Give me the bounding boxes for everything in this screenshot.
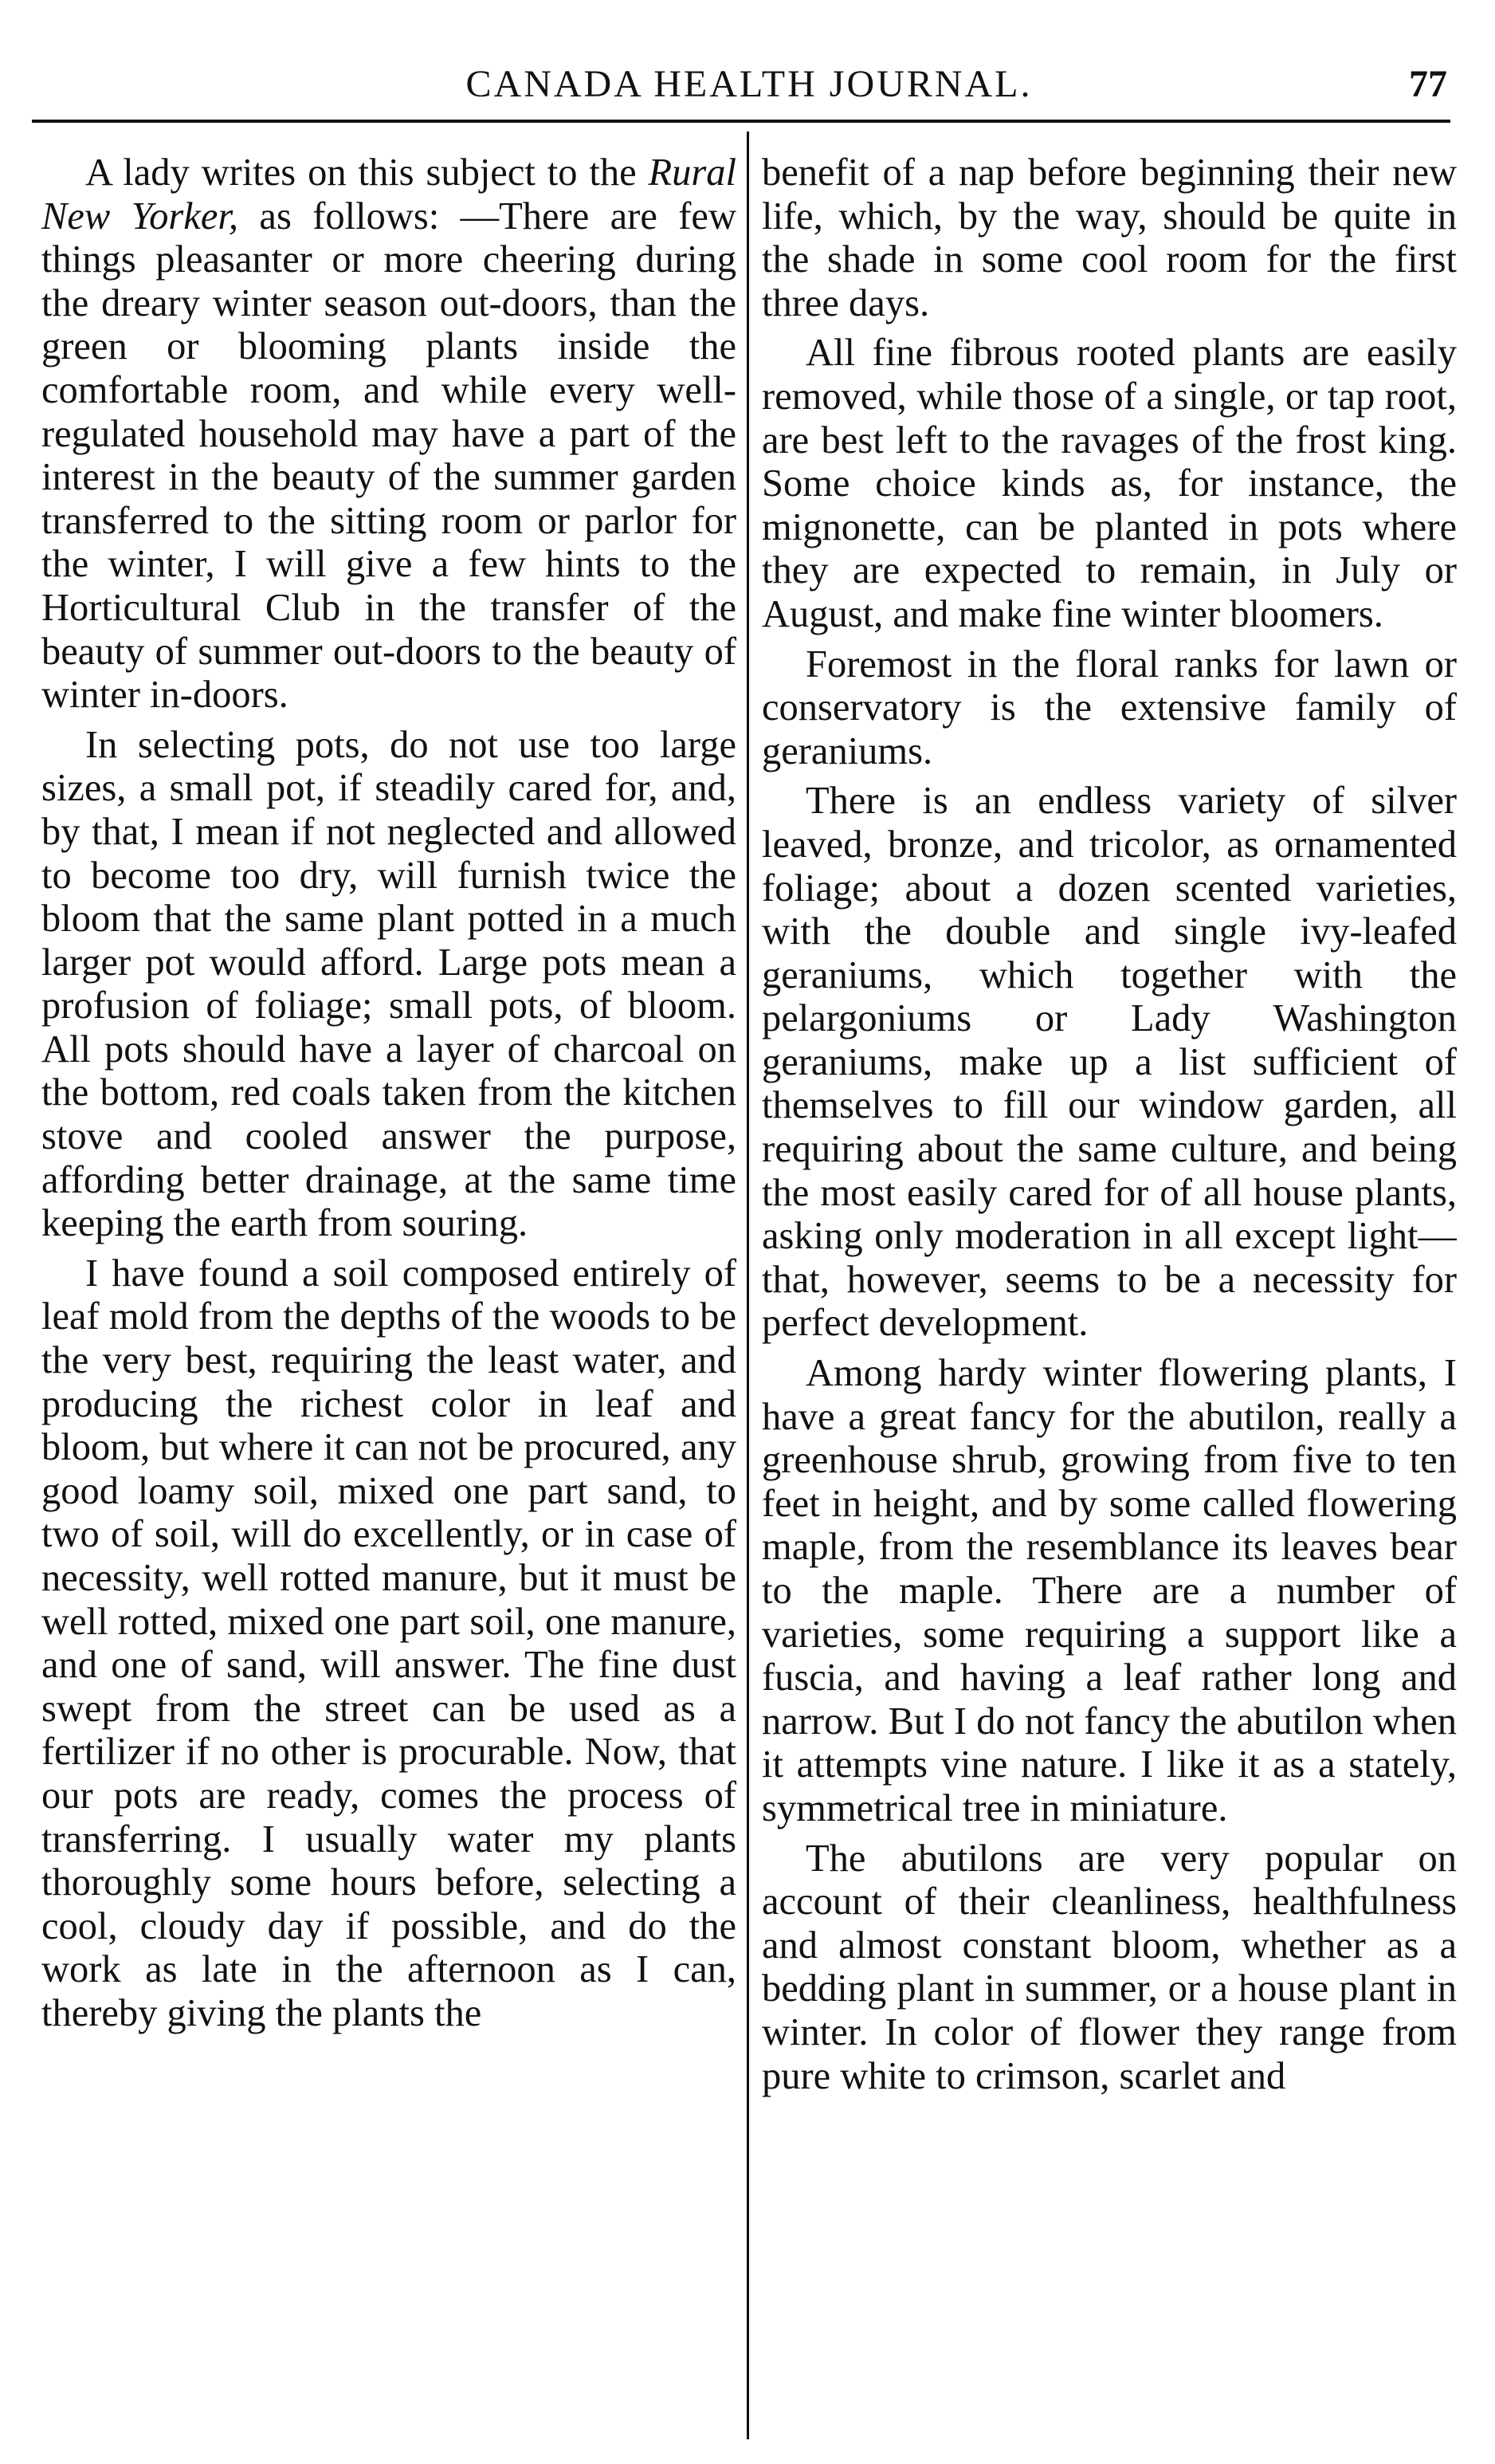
- article-paragraph-continued: benefit of a nap before beginning their new life, which, by the way, should be quite in the shade in some cool room for the first three days.: [762, 151, 1457, 324]
- article-paragraph: All fine fibrous rooted plants are easily removed, while those of a single, or tap root, are best left to the ravages of the frost king. Some choice kinds as, for instance, the mignonette, can be planted in pots where they are expected to remain, in July or August, and make fine winter bloomers.: [762, 332, 1457, 635]
- article-paragraph: There is an endless variety of silver leaved, bronze, and tricolor, as ornamented foliage; about a dozen scented varieties, with the double and single ivy-leafed geraniums, which together with the pelargoniums or Lady Washington geraniums, make up a list sufficient of themselves to fill our window garden, all requiring about the same culture, and being the most easily cared for of all house plants, asking only moderation in all except light—that, however, seems to be a necessity for perfect development.: [762, 780, 1457, 1345]
- paragraph-text: as follows: —There are few things pleasanter or more cheering during the dreary winter season out-doors, than the green or blooming plants inside the comfortable room, and while every well-regulated household may have a part of the interest in the beauty of the summer garden transferred to the sitting room or parlor for the winter, I will give a few hints to the Horticultural Club in the transfer of the beauty of summer out-doors to the beauty of winter in-doors.: [41, 195, 736, 717]
- article-paragraph: The abutilons are very popular on account of their cleanliness, healthfulness and almost constant bloom, whether as a bedding plant in summer, or a house plant in winter. In color of flower they range from pure white to crimson, scarlet and: [762, 1837, 1457, 2097]
- running-title: CANADA HEALTH JOURNAL.: [465, 63, 1033, 105]
- article-paragraph: Foremost in the floral ranks for lawn or conservatory is the extensive family of geraniums.: [762, 643, 1457, 772]
- article-paragraph: I have found a soil composed entirely of leaf mold from the depths of the woods to be the very best, requiring the least water, and producing the richest color in leaf and bloom, but where it can not be procured, any good loamy soil, mixed one part sand, to two of soil, will do excellently, or in case of necessity, well rotted manure, but it must be well rotted, mixed one part soil, one manure, and one of sand, will answer. The fine dust swept from the street can be used as a fertilizer if no other is procurable. Now, that our pots are ready, comes the process of transferring. I usually water my plants thoroughly some hours before, selecting a cool, cloudy day if possible, and do the work as late in the afternoon as I can, thereby giving the plants the: [41, 1252, 736, 2034]
- article-paragraph: Among hardy winter flowering plants, I have a great fancy for the abutilon, really a greenhouse shrub, growing from five to ten feet in height, and by some called flowering maple, from the resemblance its leaves bear to the maple. There are a number of varieties, some requiring a support like a fuscia, and having a leaf rather long and narrow. But I do not fancy the abutilon when it attempts vine nature. I like it as a stately, symmetrical tree in miniature.: [762, 1352, 1457, 1829]
- article-paragraph: In selecting pots, do not use too large sizes, a small pot, if steadily cared for, and, by that, I mean if not neglected and allowed to become too dry, will furnish twice the bloom that the same plant potted in a much larger pot would afford. Large pots mean a profusion of foliage; small pots, of bloom. All pots should have a layer of charcoal on the bottom, red coals taken from the kitchen stove and cooled answer the purpose, affording better drainage, at the same time keeping the earth from souring.: [41, 723, 736, 1245]
- publication-name: Rural New Yorker,: [41, 151, 736, 238]
- column-divider: [747, 132, 749, 2439]
- header-rule: [32, 120, 1450, 123]
- right-column: [762, 151, 1457, 2431]
- page-number: 77: [1409, 63, 1447, 105]
- page-header: [48, 56, 1450, 112]
- left-column: [41, 151, 736, 2431]
- paragraph-text: A lady writes on this subject to the: [85, 151, 649, 194]
- article-paragraph: [41, 151, 736, 717]
